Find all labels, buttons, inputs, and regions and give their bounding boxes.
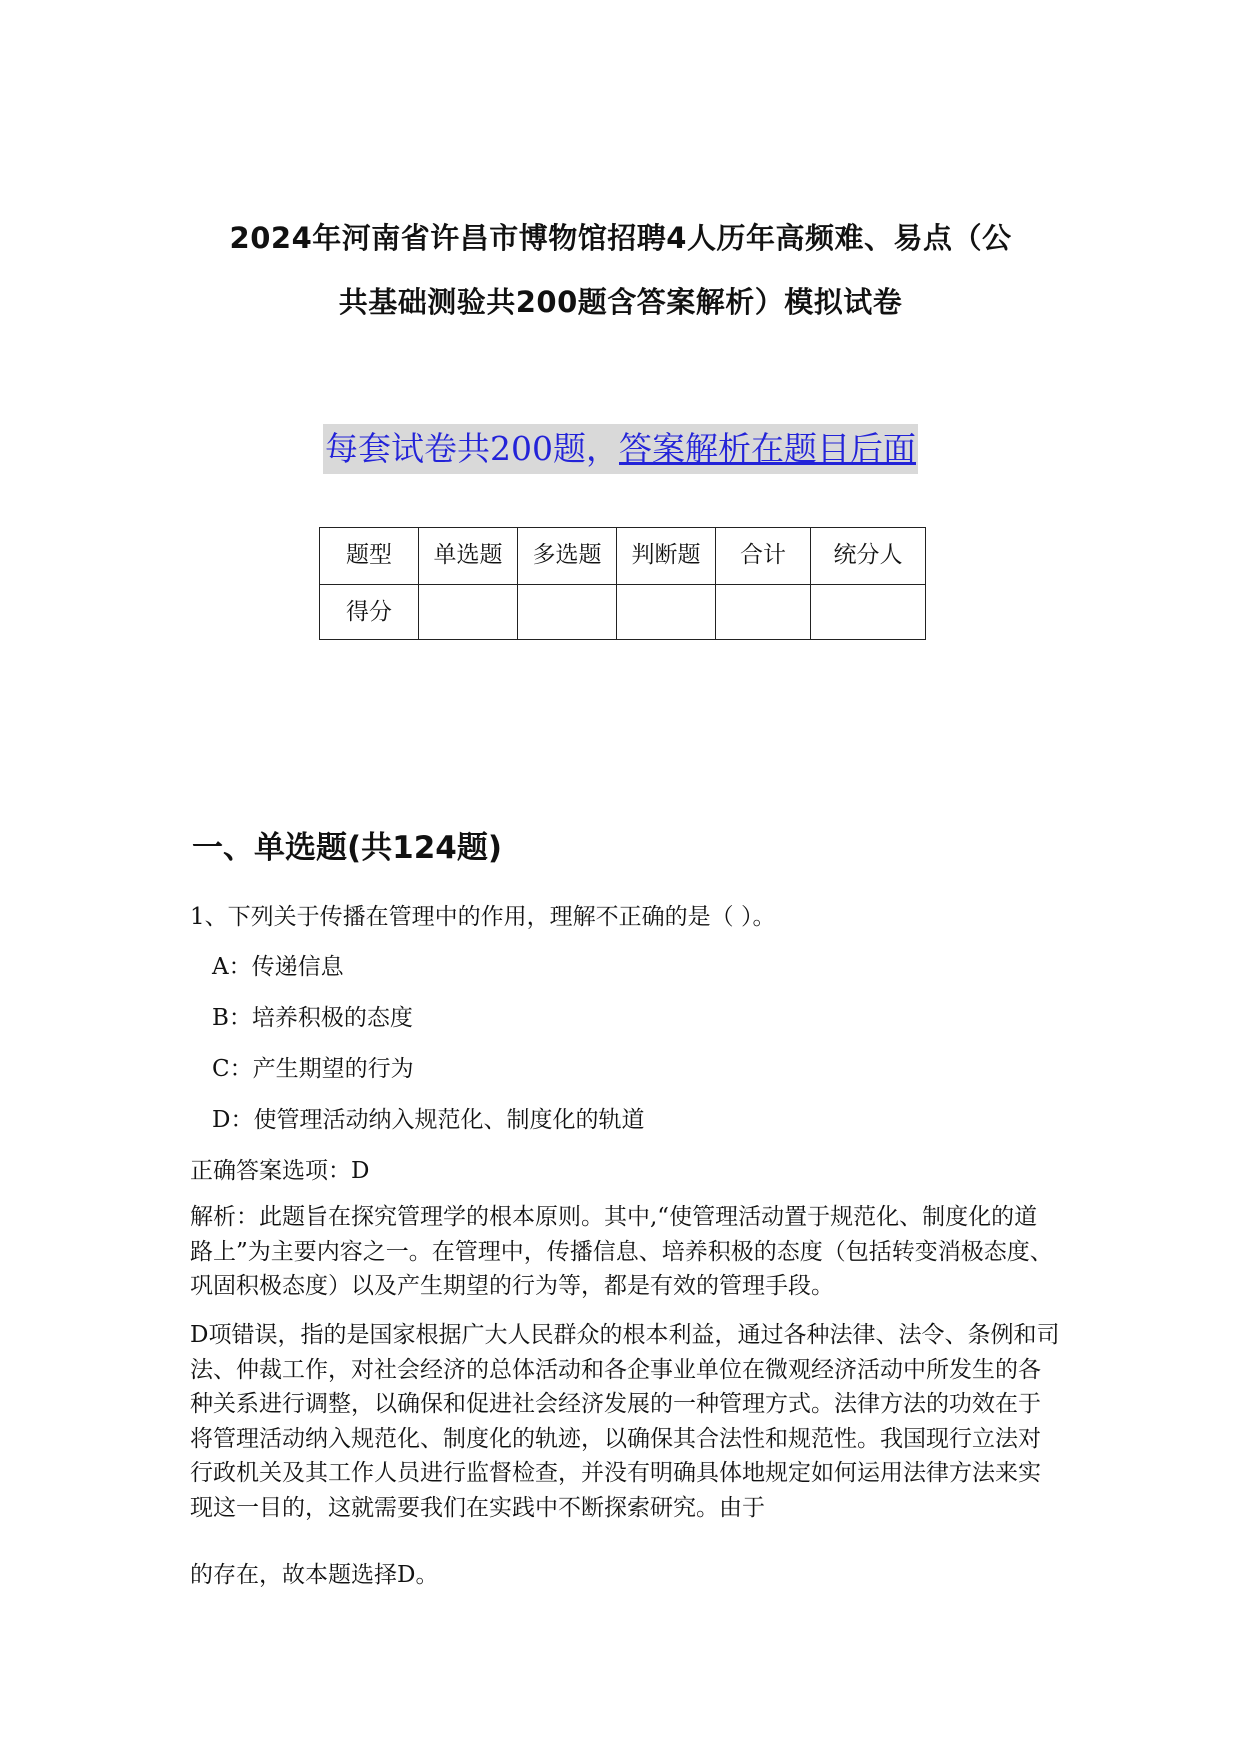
score-table (319, 527, 926, 640)
header-cell-multiple-choice: 多选题 (518, 528, 617, 585)
notice-text: 每套试卷共200题， (325, 429, 619, 468)
score-cell-scorer[interactable] (811, 585, 926, 640)
question-stem: 1、下列关于传播在管理中的作用，理解不正确的是（ ）。 (190, 904, 776, 930)
correct-answer: 正确答案选项：D (190, 1158, 370, 1184)
header-cell-scorer: 统分人 (811, 528, 926, 585)
header-cell-true-false: 判断题 (617, 528, 716, 585)
notice-link[interactable]: 答案解析在题目后面 (619, 429, 916, 468)
score-row-label: 得分 (320, 585, 419, 640)
header-cell-type: 题型 (320, 528, 419, 585)
header-cell-single-choice: 单选题 (419, 528, 518, 585)
score-cell-multiple-choice[interactable] (518, 585, 617, 640)
score-cell-true-false[interactable] (617, 585, 716, 640)
header-cell-total: 合计 (716, 528, 811, 585)
option-d: D：使管理活动纳入规范化、制度化的轨道 (212, 1107, 645, 1133)
notice-banner (0, 424, 1241, 474)
notice-highlight (323, 424, 918, 474)
title-line-1: 2024年河南省许昌市博物馆招聘4人历年高频难、易点（公 (229, 221, 1012, 255)
score-cell-single-choice[interactable] (419, 585, 518, 640)
analysis-paragraph: D项错误，指的是国家根据广大人民群众的根本利益，通过各种法律、法令、条例和司法、仲裁工作，对社会经济的总体活动和各企事业单位在微观经济活动中所发生的各种关系进行调整，以确保和促进社会经济发展的一种管理方式。法律方法的功效在于将管理活动纳入规范化、制度化的轨迹，以确保其合法性和规范性。我国现行立法对行政机关及其工作人员进行监督检查，并没有明确具体地规定如何运用法律方法来实现这一目的，这就需要我们在实践中不断探索研究。由于 (190, 1322, 1060, 1521)
option-b: B：培养积极的态度 (212, 1005, 413, 1031)
analysis-paragraph: 解析：此题旨在探究管理学的根本原则。其中,“使管理活动置于规范化、制度化的道路上”为主要内容之一。在管理中，传播信息、培养积极的态度（包括转变消极态度、巩固积极态度）以及产生期望的行为等，都是有效的管理手段。 (190, 1204, 1053, 1299)
analysis-paragraph: 的存在，故本题选择D。 (190, 1562, 439, 1588)
score-table-score-row (320, 585, 926, 640)
option-c: C：产生期望的行为 (212, 1056, 414, 1082)
score-cell-total[interactable] (716, 585, 811, 640)
title-line-2: 共基础测验共200题含答案解析）模拟试卷 (338, 285, 903, 319)
option-a: A：传递信息 (212, 954, 344, 980)
section-heading: 一、单选题(共124题) (192, 830, 503, 866)
score-table-header-row (320, 528, 926, 585)
document-title (150, 206, 1091, 334)
